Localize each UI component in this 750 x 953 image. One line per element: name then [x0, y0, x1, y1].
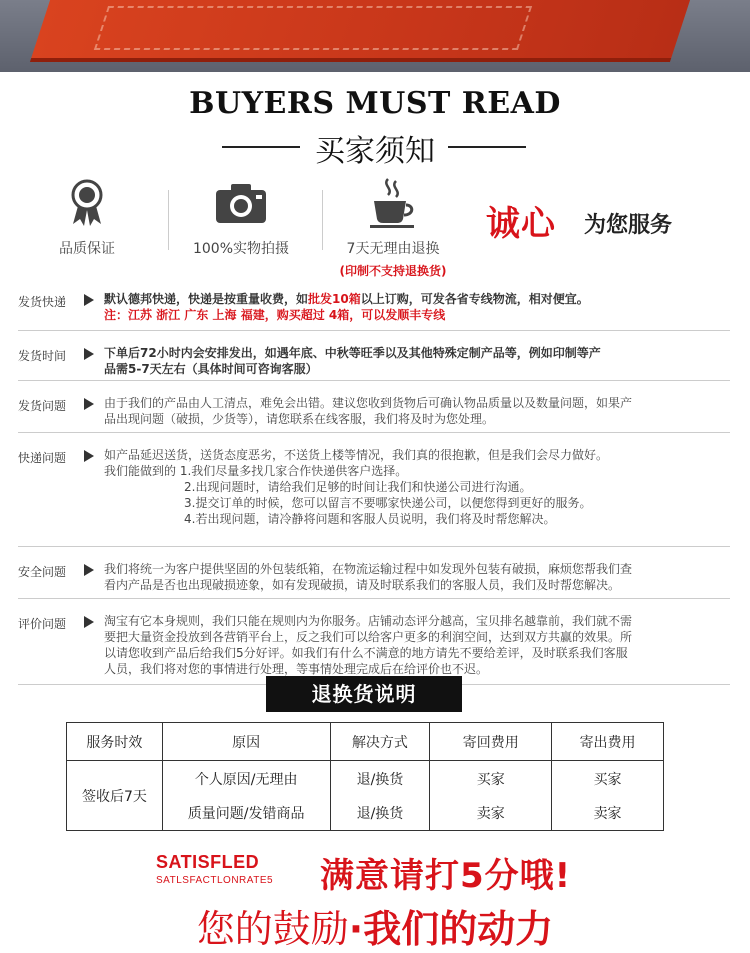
notice-text	[104, 395, 724, 427]
arrow-right-icon	[84, 398, 94, 410]
notice-text-span: 2.出现问题时，请给我们足够的时间让我们和快递公司进行沟通。	[184, 480, 532, 494]
notice-text-span: 人员，我们将对您的事情进行处理，等事情处理完成后在给评价也不迟。	[104, 662, 489, 676]
notice-line	[104, 411, 724, 427]
notice-row	[18, 339, 730, 381]
reason-quality: 质量问题/发错商品	[187, 805, 305, 822]
score-request: 满意请打5分哦!	[320, 856, 572, 896]
send-fee-quality: 卖家	[593, 805, 622, 822]
solution-personal: 退/换货	[356, 771, 404, 788]
notice-sections	[18, 285, 730, 685]
encourage-slogan	[0, 898, 750, 953]
feature-photo	[166, 178, 316, 258]
notice-text-span: 要把大量资金投放到各营销平台上，反之我们可以给客户更多的利润空间，达到双方共赢的效果。所	[104, 630, 633, 644]
arrow-right-icon	[84, 564, 94, 576]
notice-line	[104, 613, 724, 629]
title-chinese-row	[0, 126, 750, 169]
table-period-cell: 签收后7天	[67, 761, 163, 831]
satisfied-subtext: SATLSFACTLONRATE5	[156, 875, 274, 886]
return-fee-personal: 买家	[476, 771, 505, 788]
feature-quality	[12, 178, 162, 258]
table-row	[67, 761, 664, 831]
notice-line	[104, 307, 724, 323]
feature-return	[318, 178, 468, 279]
table-cell	[430, 761, 552, 831]
product-photo-banner	[0, 0, 750, 72]
notice-text	[104, 561, 724, 593]
feature-label: 7天无理由退换	[346, 241, 440, 257]
returns-title: 退换货说明	[266, 676, 462, 712]
arrow-right-icon	[84, 450, 94, 462]
arrow-right-icon	[84, 616, 94, 628]
title-line-right	[448, 146, 526, 148]
slogan-big: 诚心	[486, 204, 556, 244]
reason-personal: 个人原因/无理由	[194, 771, 298, 788]
notice-text-span: 由于我们的产品由人工清点，难免会出错。建议您收到货物后可确认物品质量以及数量问题，如果产	[104, 396, 633, 410]
table-header-row	[67, 723, 664, 761]
notice-text-span: 品出现问题（破损，少货等），请您联系在线客服，我们将及时为您处理。	[104, 412, 495, 426]
table-cell	[552, 761, 664, 831]
notice-row	[18, 389, 730, 433]
notice-text-span: 下单后72小时内会安排发出，如遇年底、中秋等旺季以及其他特殊定制产品等，例如印制等产	[104, 346, 601, 360]
notice-text-span: 看内产品是否也出现破损迹象，如有发现破损，请及时联系我们的客服人员，我们及时帮您解决。	[104, 578, 621, 592]
notice-line	[104, 345, 724, 361]
notice-label: 发货问题	[18, 399, 67, 413]
notice-line	[104, 561, 724, 577]
satisfied-text: SATISFLED	[156, 852, 260, 872]
satisfied-logo	[156, 852, 306, 886]
notice-text-span: 批发10箱	[308, 292, 361, 306]
notice-text-span: 注：江苏 浙江 广东 上海 福建，购买超过 4箱，可以发顺丰专线	[104, 308, 446, 322]
award-ribbon-icon	[12, 178, 162, 228]
arrow-right-icon	[84, 294, 94, 306]
notice-row	[18, 441, 730, 547]
send-fee-personal: 买家	[593, 771, 622, 788]
notice-label: 快递问题	[18, 451, 67, 465]
feature-label: 品质保证	[59, 241, 115, 257]
notice-text-span: 品需5-7天左右（具体时间可咨询客服）	[104, 362, 318, 376]
notice-text-span: 以上订购，可发各省专线物流，相对便宜。	[360, 292, 589, 306]
slogan-small: 为您服务	[584, 213, 673, 238]
encourage-part-b: 我们的动力	[363, 907, 554, 951]
encourage-part-a: 您的鼓励	[196, 907, 349, 951]
encourage-dot: ·	[348, 907, 364, 951]
arrow-right-icon	[84, 348, 94, 360]
title-english: BUYERS MUST READ	[189, 86, 561, 121]
solution-quality: 退/换货	[356, 805, 404, 822]
notice-line	[104, 577, 724, 593]
service-slogan	[486, 196, 716, 246]
return-fee-quality: 卖家	[476, 805, 505, 822]
table-header-cell: 寄出费用	[552, 723, 664, 761]
notice-text-span: 以请您收到产品后给我们5分好评。如我们有什么不满意的地方请先不要给差评，及时联系我们客服	[104, 646, 628, 660]
notice-row	[18, 285, 730, 331]
returns-table	[66, 722, 664, 831]
notice-row	[18, 555, 730, 599]
notice-text	[104, 291, 724, 323]
notice-line	[104, 361, 724, 377]
notice-text-span: 淘宝有它本身规则，我们只能在规则内为你服务。店铺动态评分越高，宝贝排名越靠前，我们就不需	[104, 614, 633, 628]
notice-line	[104, 395, 724, 411]
table-header-cell: 原因	[162, 723, 330, 761]
notice-text-span: 默认德邦快递，快递是按重量收费，如	[104, 292, 309, 306]
notice-label: 评价问题	[18, 617, 67, 631]
table-cell	[330, 761, 430, 831]
notice-line	[104, 495, 724, 511]
notice-line	[104, 291, 724, 307]
notice-text-span: 如产品延迟送货，送货态度恶劣，不送货上楼等情况，我们真的很抱歉，但是我们会尽力做好。	[104, 448, 609, 462]
notice-line	[104, 629, 724, 645]
notice-text-span: 3.提交订单的时候，您可以留言不要哪家快递公司，以便您得到更好的服务。	[184, 496, 592, 510]
feature-note: (印制不支持退换货)	[339, 264, 447, 278]
coffee-cup-icon	[318, 178, 468, 228]
notice-label: 安全问题	[18, 565, 67, 579]
table-header-cell: 解决方式	[330, 723, 430, 761]
red-box-image	[30, 0, 690, 62]
notice-line	[104, 463, 724, 479]
table-header-cell: 寄回费用	[430, 723, 552, 761]
notice-line	[104, 645, 724, 661]
notice-line	[104, 511, 724, 527]
feature-label: 100%实物拍摄	[192, 241, 290, 257]
notice-text	[104, 345, 724, 377]
notice-line	[104, 479, 724, 495]
notice-text	[104, 447, 724, 527]
notice-text-span: 我们能做到的 1.我们尽量多找几家合作快递供客户选择。	[104, 464, 408, 478]
table-cell	[162, 761, 330, 831]
notice-text	[104, 613, 724, 677]
table-header-cell: 服务时效	[67, 723, 163, 761]
camera-icon	[166, 178, 316, 228]
notice-text-span: 我们将统一为客户提供坚固的外包装纸箱，在物流运输过程中如发现外包装有破损，麻烦您帮我们查	[104, 562, 633, 576]
notice-text-span: 4.若出现问题，请冷静将问题和客服人员说明，我们将及时帮您解决。	[184, 512, 556, 526]
notice-label: 发货时间	[18, 349, 67, 363]
notice-label: 发货快递	[18, 295, 67, 309]
notice-row	[18, 607, 730, 685]
notice-line	[104, 447, 724, 463]
notice-line	[104, 661, 724, 677]
title-chinese: 买家须知	[315, 134, 435, 169]
